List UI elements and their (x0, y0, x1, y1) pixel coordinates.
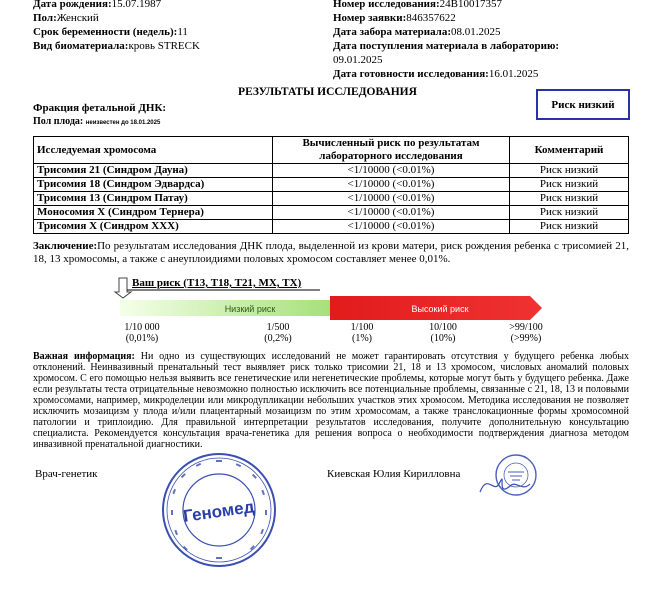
collect-value: 08.01.2025 (451, 26, 501, 38)
collect-row (333, 26, 501, 39)
conclusion-text: По результатам исследования ДНК плода, выделенной из крови матери, риск рождения ребенка с трисомией 21, 18, 13 хромосомы, а также с анеуплоидиями половых хромосом составляет менее 0,01%. (33, 240, 629, 265)
gestation-label: Срок беременности (недель): (33, 26, 178, 38)
important-info (33, 351, 629, 450)
material-row (33, 40, 200, 53)
received-value: 09.01.2025 (333, 54, 383, 66)
table-row (34, 178, 629, 192)
table-cell-risk: <1/10000 (<0.01%) (273, 164, 510, 178)
scale-tick-top: 1/100 (350, 322, 374, 333)
high-risk-label: Высокий риск (411, 304, 469, 314)
ready-row (333, 68, 538, 81)
table-cell-chromosome: Трисомия 21 (Синдром Дауна) (34, 164, 273, 178)
fetal-sex-value: неизвестен до 18.01.2025 (85, 120, 161, 126)
scale-tick-bottom: (0,2%) (264, 333, 292, 344)
table-cell-risk: <1/10000 (<0.01%) (273, 178, 510, 192)
scale-tick-bottom: (0,01%) (125, 333, 159, 344)
table-header-cell: Исследуемая хромосома (34, 137, 273, 164)
stamp-text: Геномед (182, 497, 256, 526)
conclusion (33, 240, 629, 266)
table-header-cell: Вычисленный риск по результатам лабораторного исследования (273, 137, 510, 164)
fetal-sex-label: Пол плода: (33, 116, 84, 127)
risk-badge: Риск низкий (536, 89, 630, 120)
study-id-row (333, 0, 502, 11)
table-cell-risk: <1/10000 (<0.01%) (273, 206, 510, 220)
table-cell-chromosome: Трисомия 18 (Синдром Эдвардса) (34, 178, 273, 192)
fetal-sex-row (33, 116, 160, 127)
risk-scale (110, 276, 550, 322)
ready-value: 16.01.2025 (488, 68, 539, 80)
table-row (34, 220, 629, 234)
table-cell-risk: <1/10000 (<0.01%) (273, 192, 510, 206)
table-cell-chromosome: Трисомия 13 (Синдром Патау) (34, 192, 273, 206)
table-cell-comment: Риск низкий (510, 192, 629, 206)
scale-tick (250, 322, 306, 344)
scale-tick-bottom: (1%) (352, 333, 372, 344)
scale-tick (496, 322, 556, 344)
table-header-row (34, 137, 629, 164)
important-text: Ни одно из существующих исследований не может гарантировать отсутствия у будущего ребенка любых отклонений. Неинвазивный пренатальный тест выявляет риск только трисомии 21, 18 и 13 хромосом, числовых аномалий половых хромосом. С его помощью нельзя выявить все генетические или негенетические проблемы, которые могут быть у будущего ребенка. Даже если результаты теста отрицательные невозможно полностью исключить все потенциальные проблемы, связанные с 21, 18, 13 и половыми хромосомами, например, микроделеции или микродупликации небольших участков этих хромосом. Методика исследования не позволяет исключить мозаицизм у плода и/или плацентарный мозаицизм по этим хромосомам, а также транслокационные формы хромосомной патологии и триплоидию. Для правильной интерпретации результатов исследования, получите дополнительную консультацию специалиста. Рекомендуется консультация врача-генетика для решения вопроса о необходимости подтверждения диагноза методом инвазивной пренатальной диагностики. (33, 351, 630, 450)
conclusion-label: Заключение: (33, 240, 98, 252)
ready-label: Дата готовности исследования: (333, 68, 489, 80)
scale-tick (415, 322, 471, 344)
results-title: РЕЗУЛЬТАТЫ ИССЛЕДОВАНИЯ (238, 86, 417, 98)
table-cell-risk: <1/10000 (<0.01%) (273, 220, 510, 234)
table-cell-comment: Риск низкий (510, 220, 629, 234)
dob-value: 15.07.1987 (111, 0, 162, 10)
scale-title: Ваш риск (Т13, Т18, Т21, МХ, ТХ) (132, 277, 302, 289)
sex-value: Женский (56, 12, 99, 24)
important-label: Важная информация: (33, 351, 135, 362)
table-header-cell: Комментарий (510, 137, 629, 164)
signature-name: Киевская Юлия Кирилловна (327, 468, 461, 480)
collect-label: Дата забора материала: (333, 26, 452, 38)
order-row (333, 12, 456, 25)
signature-role: Врач-генетик (35, 468, 98, 480)
fetal-fraction-label: Фракция фетальной ДНК: (33, 102, 167, 114)
scale-tick-bottom: (>99%) (510, 333, 542, 344)
results-table (33, 136, 629, 234)
received-label: Дата поступления материала в лабораторию: (333, 40, 560, 52)
table-row (34, 164, 629, 178)
doctor-stamp (476, 452, 542, 502)
sex-row (33, 12, 99, 25)
order-value: 846357622 (406, 12, 456, 24)
table-cell-comment: Риск низкий (510, 206, 629, 220)
received-row (333, 40, 559, 53)
table-cell-comment: Риск низкий (510, 164, 629, 178)
dob-row (33, 0, 161, 11)
scale-tick-top: 10/100 (429, 322, 457, 333)
scale-tick-top: 1/500 (266, 322, 290, 333)
table-cell-chromosome: Моносомия X (Синдром Тернера) (34, 206, 273, 220)
scale-tick (334, 322, 390, 344)
scale-tick-top: 1/10 000 (124, 322, 160, 333)
table-cell-comment: Риск низкий (510, 178, 629, 192)
pointer-marker-icon (115, 278, 131, 298)
genomed-stamp (160, 451, 278, 569)
table-cell-chromosome: Трисомия X (Синдром XXX) (34, 220, 273, 234)
material-value: кровь STRECK (128, 40, 200, 52)
scale-tick-top: >99/100 (509, 322, 543, 333)
gestation-row (33, 26, 188, 39)
table-row (34, 192, 629, 206)
gestation-value: 11 (177, 26, 188, 38)
study-id-value: 24В10017357 (439, 0, 502, 10)
dob-label: Дата рождения: (33, 0, 112, 10)
scale-tick-bottom: (10%) (430, 333, 456, 344)
material-label: Вид биоматериала: (33, 40, 129, 52)
order-label: Номер заявки: (333, 12, 407, 24)
sex-label: Пол: (33, 12, 57, 24)
low-risk-label: Низкий риск (224, 304, 276, 314)
table-row (34, 206, 629, 220)
study-id-label: Номер исследования: (333, 0, 440, 10)
scale-tick (108, 322, 176, 344)
